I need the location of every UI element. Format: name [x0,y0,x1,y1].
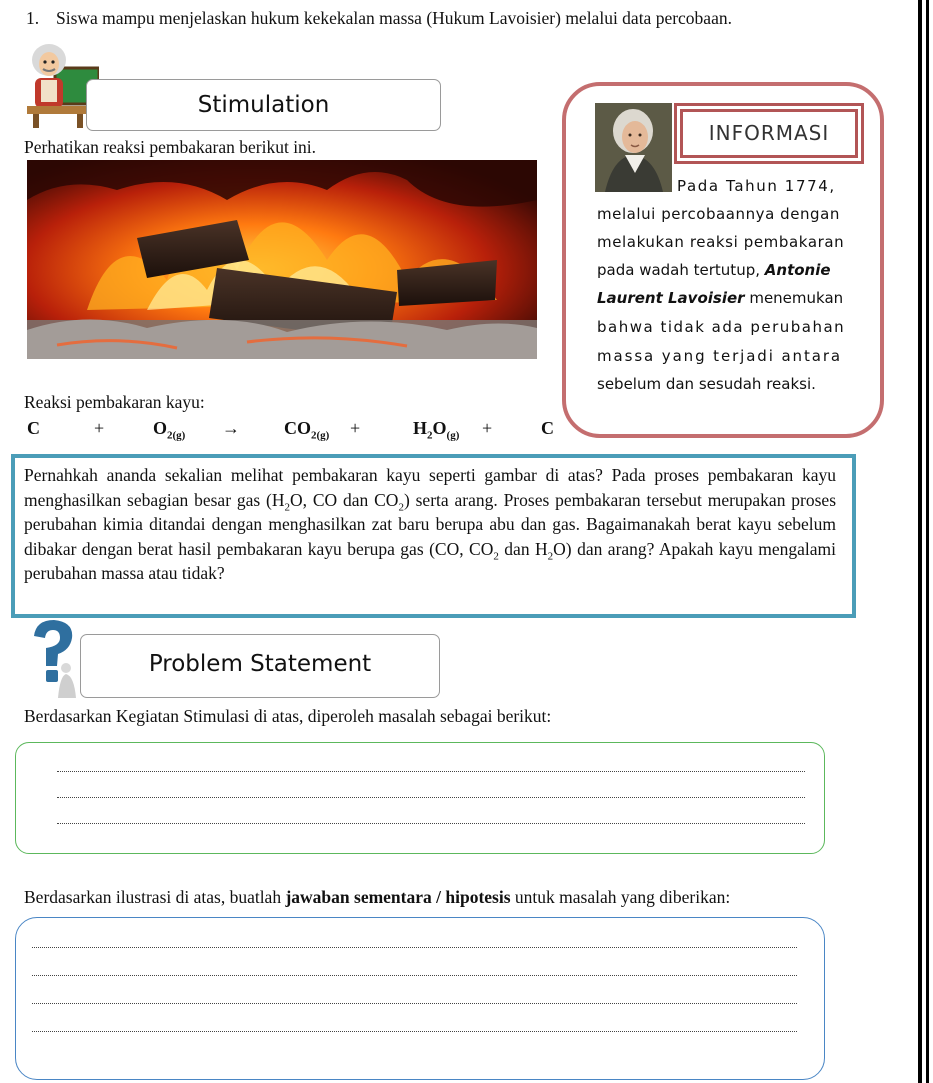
reaction-arrow: → [222,418,240,438]
info-line: bahwa tidak ada perubahan [597,318,846,336]
answer-line [32,1031,797,1032]
stimulus-paragraph: Pernahkah ananda sekalian melihat pembakaran kayu seperti gambar di atas? Pada proses pembakaran kayu menghasilkan sebagian besar gas ($H_2O$, CO dan $CO_2$) serta arang. Proses pembakaran tersebut merupakan proses perubahan kimia ditandai dengan menghasilkan zat baru berupa abu dan gas. Bagaimanakah berat kayu sebelum dibakar dengan berat hasil pembakaran kayu berupa gas (CO, $CO_2$ dan $H_2O$) dan arang? Apakah kayu mengalami perubahan massa atau tidak? [24,465,837,583]
info-line: melalui percobaannya dengan [597,205,840,223]
answer-line [57,823,805,824]
hypothesis-answer-box[interactable] [15,917,825,1080]
reaction-water: $H_2O_{(g)}$ [413,418,460,442]
stimulation-title: Stimulation [197,92,330,118]
reaction-carbon: C [541,418,554,438]
scientist-name: Antonie [764,261,831,279]
answer-line [57,771,805,772]
page-border-bar [918,0,922,1083]
stimulation-title-box [86,79,441,131]
answer-line [32,1003,797,1004]
learning-objective [26,8,732,29]
reaction-carbon: C [27,418,40,438]
hypothesis-instruction: Berdasarkan ilustrasi di atas, buatlah jawaban sementara / hipotesis untuk masalah yang diberikan: [24,887,731,907]
info-line: pada wadah tertutup, Antonie [597,261,831,279]
objective-text: Siswa mampu menjelaskan hukum kekekalan massa (Hukum Lavoisier) melalui data percobaan. [56,8,732,28]
answer-line [32,947,797,948]
reaction-label: Reaksi pembakaran kayu: [24,392,205,412]
reaction-plus: + [94,418,105,438]
answer-line [57,797,805,798]
info-line: massa yang terjadi antara [597,347,842,365]
problem-statement-title: Problem Statement [148,651,372,677]
info-line: sebelum dan sesudah reaksi. [597,375,816,393]
problem-instruction: Berdasarkan Kegiatan Stimulasi di atas, diperoleh masalah sebagai berikut: [24,706,552,726]
objective-number: 1. [26,8,40,28]
problem-statement-title-box [80,634,440,698]
stimulation-instruction: Perhatikan reaksi pembakaran berikut ini. [24,137,317,157]
reaction-plus: + [350,418,361,438]
fire-image [27,160,537,359]
problem-answer-box[interactable] [15,742,825,854]
answer-line [32,975,797,976]
reaction-plus: + [482,418,493,438]
question-mark-icon [24,618,80,698]
scientist-name: Laurent Lavoisier [597,289,745,307]
information-title: INFORMASI [680,109,858,158]
lavoisier-portrait [595,103,672,192]
info-line: Laurent Lavoisier menemukan [597,289,844,307]
info-line: Pada Tahun 1774, [677,177,836,195]
reaction-oxygen: $O_{2(g)}$ [153,418,186,442]
info-line: melakukan reaksi pembakaran [597,233,845,251]
reaction-co2: $CO_{2(g)}$ [284,418,330,442]
page-border-bar [926,0,929,1083]
